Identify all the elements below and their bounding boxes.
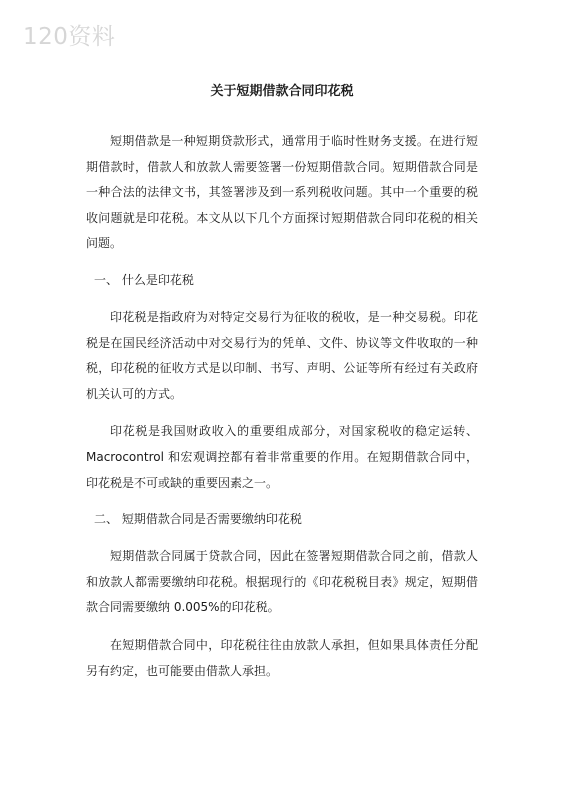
watermark: 120资料 [23, 24, 116, 50]
section2-paragraph-2: 在短期借款合同中，印花税往往由放款人承担，但如果具体责任分配另有约定，也可能要由借款人承担。 [86, 637, 478, 678]
section-heading-1: 一、 什么是印花税 [94, 272, 194, 287]
section2-paragraph-1: 短期借款合同属于贷款合同，因此在签署短期借款合同之前，借款人和放款人都需要缴纳印花税。根据现行的《印花税税目表》规定，短期借款合同需要缴纳 0.005%的印花税。 [86, 549, 478, 615]
section1-paragraph-1: 印花税是指政府为对特定交易行为征收的税收，是一种交易税。印花税是在国民经济活动中对交易行为的凭单、文件、协议等文件收取的一种税，印花税的征收方式是以印制、书写、声明、公证等所有经过有关政府机关认可的方式。 [86, 309, 478, 401]
document-body [86, 82, 478, 696]
document-title: 关于短期借款合同印花税 [210, 84, 354, 99]
intro-paragraph: 短期借款是一种短期贷款形式，通常用于临时性财务支援。在进行短期借款时，借款人和放款人需要签署一份短期借款合同。短期借款合同是一种合法的法律文书，其签署涉及到一系列税收问题。其中一个重要的税收问题就是印花税。本文从以下几个方面探讨短期借款合同印花税的相关问题。 [86, 134, 478, 251]
section1-paragraph-2: 印花税是我国财政收入的重要组成部分，对国家税收的稳定运转、Macrocontrol 和宏观调控都有着非常重要的作用。在短期借款合同中，印花税是不可或缺的重要因素之一。 [86, 424, 478, 490]
section-heading-2: 二、 短期借款合同是否需要缴纳印花税 [94, 512, 302, 527]
